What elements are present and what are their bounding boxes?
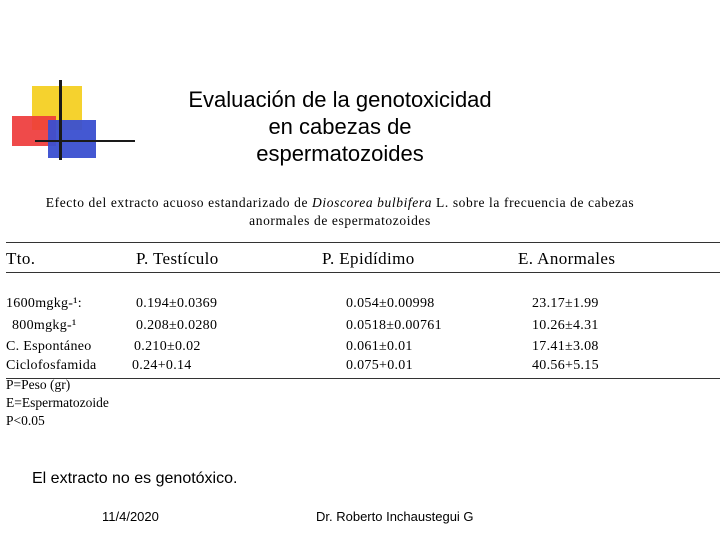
table-header-rule	[6, 272, 720, 273]
title-line-1: Evaluación de la genotoxicidad	[188, 87, 492, 112]
slide-title	[130, 86, 550, 167]
table-bottom-rule	[6, 378, 720, 379]
row2-testiculo: 0.208±0.0280	[136, 318, 218, 333]
row4-tto: Ciclofosfamida	[6, 358, 97, 373]
table-caption	[10, 194, 670, 230]
caption-text-b: L. sobre la frecuencia de cabezas	[432, 195, 635, 210]
row3-testiculo: 0.210±0.02	[134, 339, 201, 354]
row3-tto: C. Espontáneo	[6, 339, 92, 354]
header-testiculo: P. Testículo	[136, 249, 219, 268]
row2-anormales: 10.26±4.31	[532, 318, 599, 333]
row1-epididimo: 0.054±0.00998	[346, 296, 435, 311]
row1-anormales: 23.17±1.99	[532, 296, 599, 311]
title-line-3: espermatozoides	[256, 141, 424, 166]
note-significance: P<0.05	[6, 413, 45, 428]
row4-testiculo: 0.24+0.14	[132, 358, 192, 373]
header-anormales: E. Anormales	[518, 249, 616, 268]
row2-tto: 800mgkg-¹	[12, 318, 77, 333]
row1-tto: 1600mgkg-¹:	[6, 296, 82, 311]
footer-date: 11/4/2020	[102, 509, 159, 524]
header-epididimo: P. Epidídimo	[322, 249, 415, 268]
logo-horizontal-line	[35, 140, 135, 142]
note-peso: P=Peso (gr)	[6, 377, 71, 392]
caption-text-a: Efecto del extracto acuoso estandarizado de	[45, 195, 313, 210]
row2-epididimo: 0.0518±0.00761	[346, 318, 442, 333]
row3-anormales: 17.41±3.08	[532, 339, 599, 354]
row1-testiculo: 0.194±0.0369	[136, 296, 218, 311]
conclusion-text: El extracto no es genotóxico.	[32, 470, 238, 487]
caption-species: Dioscorea bulbifera	[312, 195, 433, 210]
table-top-rule	[6, 242, 720, 243]
title-line-2: en cabezas de	[268, 114, 412, 139]
row3-epididimo: 0.061±0.01	[346, 339, 413, 354]
note-espermatozoide: E=Espermatozoide	[6, 395, 109, 410]
header-tto: Tto.	[6, 249, 36, 268]
logo-vertical-line	[59, 80, 62, 160]
caption-line-2: anormales de espermatozoides	[249, 213, 431, 228]
row4-epididimo: 0.075+0.01	[346, 358, 413, 373]
row4-anormales: 40.56+5.15	[532, 358, 599, 373]
logo-blue-square	[48, 120, 96, 158]
caption-line-1	[10, 194, 670, 212]
footer-author: Dr. Roberto Inchaustegui G	[316, 509, 474, 524]
